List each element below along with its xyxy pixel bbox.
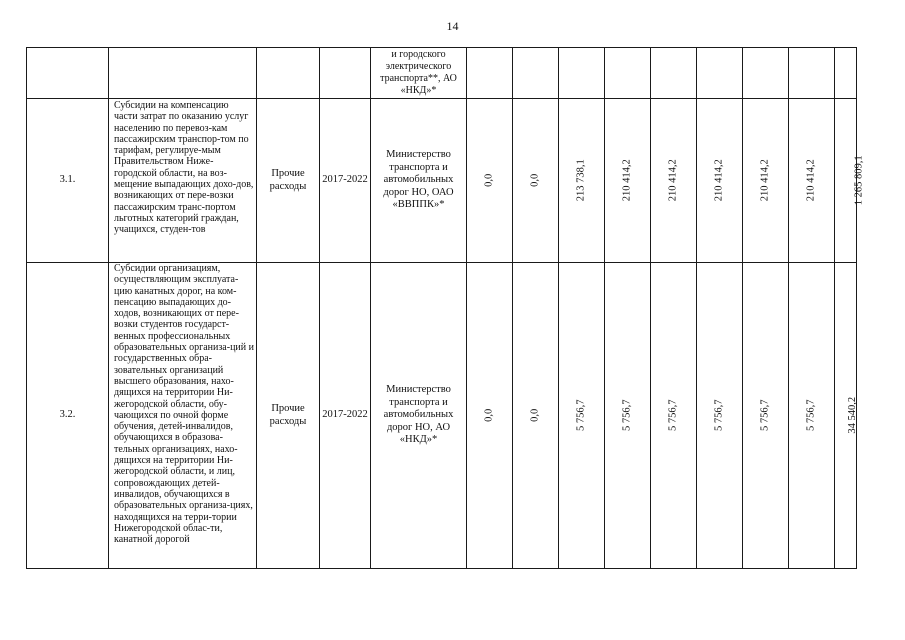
value-cell: 5 756,7 xyxy=(713,399,725,432)
value-cell: 5 756,7 xyxy=(575,399,587,432)
expense-type: Прочие расходы xyxy=(257,263,320,569)
value-cell: 0,0 xyxy=(483,408,495,423)
row-number: 3.2. xyxy=(27,263,109,569)
value-cell: 210 414,2 xyxy=(713,159,725,202)
value-cell: 5 756,7 xyxy=(667,399,679,432)
organization: Министерство транспорта и автомобильных дорог НО, ОАО «ВВППК»* xyxy=(371,99,467,263)
value-cell: 210 414,2 xyxy=(621,159,633,202)
period: 2017-2022 xyxy=(320,99,371,263)
value-cell: 210 414,2 xyxy=(759,159,771,202)
value-cell: 5 756,7 xyxy=(759,399,771,432)
expense-type: Прочие расходы xyxy=(257,99,320,263)
program-table xyxy=(26,47,865,569)
table-row xyxy=(27,263,857,569)
table-row-continuation xyxy=(27,48,857,99)
org-cell-continuation: и городского электрического транспорта**, АО «НКД»* xyxy=(371,48,467,99)
value-cell: 210 414,2 xyxy=(805,159,817,202)
page-number: 14 xyxy=(446,19,459,33)
value-cell: 213 738,1 xyxy=(575,159,587,202)
value-cell: 5 756,7 xyxy=(621,399,633,432)
organization: Министерство транспорта и автомобильных дорог НО, АО «НКД»* xyxy=(371,263,467,569)
value-cell: 0,0 xyxy=(483,173,495,188)
value-cell: 5 756,7 xyxy=(805,399,817,432)
period: 2017-2022 xyxy=(320,263,371,569)
total-cell: 1 265 809,1 xyxy=(853,155,865,206)
table-row xyxy=(27,99,857,263)
value-cell: 210 414,2 xyxy=(667,159,679,202)
total-cell: 34 540,2 xyxy=(847,397,859,434)
row-description: Субсидии на компенсацию части затрат по оказанию услуг населению по перевоз-кам пассажирским транспор-том по тарифам, регулируе-мым Правительством Нижe-городской области, на воз-мещение выпадающих дохо-дов, возникающих от пере-возки пассажирским транс-портом льготных категорий граждан, учащихся, студен-тов xyxy=(109,99,257,263)
value-cell: 0,0 xyxy=(529,173,541,188)
value-cell: 0,0 xyxy=(529,408,541,423)
row-description: Субсидии организациям, осуществляющим эксплуата-цию канатных дорог, на ком-пенсацию выпадающих до-ходов, возникающих от пере-возки студентов государст-венных профессиональных образовательных организа-ций и государственных обра-зовательных организаций высшего образования, нахо-дящихся на территории Ни-жегородской области, обу-чающихся по очной форме обучения, детей-инвалидов, обучающихся в образова-тельных организациях, нахо-дящихся на территории Ни-жегородской области, и лиц, сопровождающих детей-инвалидов, обучающихся в образовательных организа-циях, находящихся на терри-тории Нижегородской облас-ти, канатной дорогой xyxy=(109,263,257,569)
row-number: 3.1. xyxy=(27,99,109,263)
